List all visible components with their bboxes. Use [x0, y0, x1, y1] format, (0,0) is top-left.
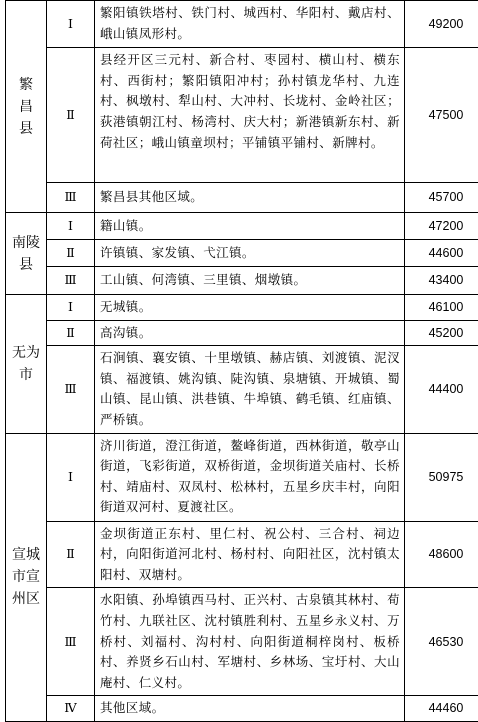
price-cell: 46530: [405, 588, 478, 696]
price-table: [5, 0, 478, 722]
table-row: [6, 1, 478, 48]
price-cell: 49200: [405, 1, 478, 48]
county-label: 无为市: [12, 342, 40, 386]
table-row: [6, 588, 478, 696]
price-cell: 47200: [405, 213, 478, 240]
tier-cell: Ⅰ: [47, 295, 95, 321]
areas-cell: 济川街道，澄江街道，鳌峰街道，西林街道，敬亭山街道，飞彩街道，双桥街道，金坝街道关庙村、长桥村、靖庙村、双凤村、松林村，五星乡庆丰村，向阳街道双河村、夏渡社区。: [95, 433, 405, 521]
price-cell: 44460: [405, 696, 478, 722]
table-row: [6, 295, 478, 321]
tier-cell: Ⅲ: [47, 267, 95, 295]
price-cell: 44400: [405, 346, 478, 433]
tier-cell: Ⅰ: [47, 433, 95, 521]
price-cell: 44600: [405, 240, 478, 267]
areas-cell: 其他区域。: [95, 696, 405, 722]
tier-cell: Ⅰ: [47, 213, 95, 240]
areas-cell: 高沟镇。: [95, 320, 405, 346]
areas-cell: 工山镇、何湾镇、三里镇、烟墩镇。: [95, 267, 405, 295]
areas-cell: 繁阳镇铁塔村、铁门村、城西村、华阳村、戴店村、峨山镇凤形村。: [95, 1, 405, 48]
areas-cell: 石涧镇、襄安镇、十里墩镇、赫店镇、刘渡镇、泥汊镇、福渡镇、姚沟镇、陡沟镇、泉塘镇、开城镇、蜀山镇、昆山镇、洪巷镇、牛埠镇、鹤毛镇、红庙镇、严桥镇。: [95, 346, 405, 433]
tier-cell: Ⅱ: [47, 240, 95, 267]
tier-cell: Ⅲ: [47, 588, 95, 696]
areas-cell: 金坝街道正东村、里仁村、祝公村、三合村、祠边村，向阳街道河北村、杨村村、向阳社区，沈村镇太阳村、双塘村。: [95, 521, 405, 588]
county-label: 南陵县: [12, 232, 40, 276]
table-row: [6, 521, 478, 588]
table-row: [6, 696, 478, 722]
tier-cell: Ⅳ: [47, 696, 95, 722]
table-row: [6, 267, 478, 295]
price-cell: 48600: [405, 521, 478, 588]
price-cell: 50975: [405, 433, 478, 521]
table-row: [6, 182, 478, 212]
areas-cell: 水阳镇、孙埠镇西马村、正兴村、古泉镇其林村、荀竹村、九联社区、沈村镇胜利村、五星乡永义村、万桥村、刘福村、沟村村、向阳街道桐梓岗村、板桥村、养贤乡石山村、军塘村、乡林场、宝圩村、大山庵村、仁义村。: [95, 588, 405, 696]
county-label: 繁昌县: [19, 74, 33, 140]
table-row: [6, 320, 478, 346]
table-row: [6, 48, 478, 183]
price-cell: 45700: [405, 182, 478, 212]
table-row: [6, 346, 478, 433]
county-cell: [6, 295, 47, 434]
tier-cell: Ⅱ: [47, 320, 95, 346]
areas-cell: 许镇镇、家发镇、弋江镇。: [95, 240, 405, 267]
county-cell: [6, 213, 47, 295]
price-cell: 46100: [405, 295, 478, 321]
areas-cell: 繁昌县其他区域。: [95, 182, 405, 212]
areas-cell: 无城镇。: [95, 295, 405, 321]
table-row: [6, 240, 478, 267]
county-label: 宣城市宣州区: [12, 544, 40, 610]
county-cell: [6, 433, 47, 721]
price-cell: 45200: [405, 320, 478, 346]
table-row: [6, 433, 478, 521]
county-cell: [6, 1, 47, 213]
tier-cell: Ⅰ: [47, 1, 95, 48]
tier-cell: Ⅱ: [47, 48, 95, 183]
table-row: [6, 213, 478, 240]
areas-cell: 县经开区三元村、新合村、枣园村、横山村、横东村、西街村；繁阳镇阳冲村；孙村镇龙华村、九连村、枫墩村、犁山村、大冲村、长垅村、金岭社区；荻港镇朝江村、杨湾村、庆大村；新港镇新东村、新荷社区；峨山镇童坝村；平铺镇平铺村、新牌村。: [95, 48, 405, 183]
tier-cell: Ⅲ: [47, 346, 95, 433]
tier-cell: Ⅱ: [47, 521, 95, 588]
tier-cell: Ⅲ: [47, 182, 95, 212]
price-cell: 47500: [405, 48, 478, 183]
price-cell: 43400: [405, 267, 478, 295]
areas-cell: 籍山镇。: [95, 213, 405, 240]
